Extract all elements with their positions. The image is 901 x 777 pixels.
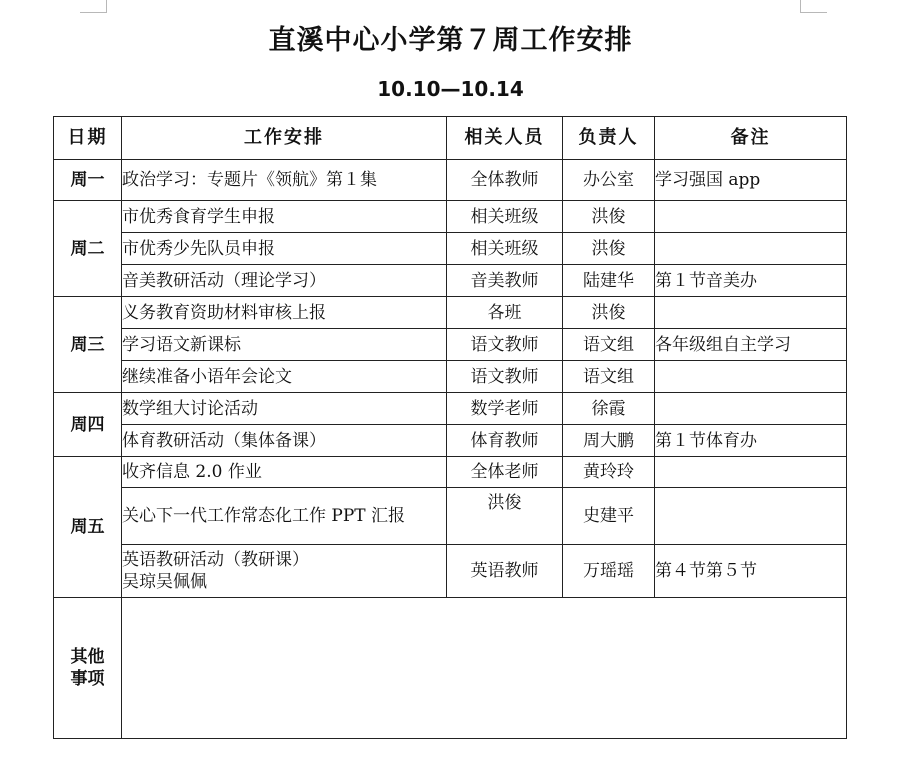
- task-cell: 体育教研活动（集体备课）: [122, 425, 447, 457]
- notes-cell: 第４节第５节: [655, 545, 847, 598]
- notes-cell: [655, 201, 847, 233]
- table-row: [54, 201, 847, 233]
- participants-cell: 相关班级: [447, 233, 563, 265]
- task-cell: 数学组大讨论活动: [122, 393, 447, 425]
- day-wednesday: 周三: [54, 297, 122, 393]
- other-matters-label-line: 其他: [70, 647, 105, 667]
- participants-cell: 音美教师: [447, 265, 563, 297]
- notes-cell: 各年级组自主学习: [655, 329, 847, 361]
- task-cell: 收齐信息 2.0 作业: [122, 457, 447, 488]
- task-cell: 关心下一代工作常态化工作 PPT 汇报: [122, 488, 447, 545]
- header-notes: 备注: [655, 117, 847, 160]
- table-row: [54, 393, 847, 425]
- participants-cell: 洪俊: [447, 488, 563, 545]
- task-cell: 学习语文新课标: [122, 329, 447, 361]
- table-row: [54, 457, 847, 488]
- owner-cell: 史建平: [563, 488, 655, 545]
- participants-cell: 语文教师: [447, 361, 563, 393]
- table-row: [54, 361, 847, 393]
- participants-cell: 各班: [447, 297, 563, 329]
- header-participants: 相关人员: [447, 117, 563, 160]
- date-range: 10.10—10.14: [377, 77, 524, 101]
- task-cell: 市优秀少先队员申报: [122, 233, 447, 265]
- table-row: [54, 297, 847, 329]
- table-row: [54, 160, 847, 201]
- participants-cell: 语文教师: [447, 329, 563, 361]
- table-row: [54, 425, 847, 457]
- header-row: [54, 117, 847, 160]
- task-cell: 政治学习：专题片《领航》第１集: [122, 160, 447, 201]
- participants-cell: 全体教师: [447, 160, 563, 201]
- day-friday: 周五: [54, 457, 122, 598]
- notes-cell: 第１节体育办: [655, 425, 847, 457]
- header-owner: 负责人: [563, 117, 655, 160]
- notes-cell: 第１节音美办: [655, 265, 847, 297]
- header-day: 日期: [54, 117, 122, 160]
- notes-cell: [655, 361, 847, 393]
- owner-cell: 徐霞: [563, 393, 655, 425]
- notes-cell: [655, 233, 847, 265]
- task-cell: 音美教研活动（理论学习）: [122, 265, 447, 297]
- other-matters-label: [54, 598, 122, 739]
- notes-cell: 学习强国 app: [655, 160, 847, 201]
- owner-cell: 陆建华: [563, 265, 655, 297]
- notes-cell: [655, 457, 847, 488]
- participants-cell: 数学老师: [447, 393, 563, 425]
- other-matters-row: [54, 598, 847, 739]
- owner-cell: 万瑶瑶: [563, 545, 655, 598]
- owner-cell: 办公室: [563, 160, 655, 201]
- owner-cell: 洪俊: [563, 233, 655, 265]
- owner-cell: 周大鹏: [563, 425, 655, 457]
- task-cell: 继续准备小语年会论文: [122, 361, 447, 393]
- table-row: [54, 488, 847, 545]
- participants-cell: 英语教师: [447, 545, 563, 598]
- task-cell: 市优秀食育学生申报: [122, 201, 447, 233]
- table-row: [54, 329, 847, 361]
- task-cell-line: 英语教研活动（教研课）: [122, 550, 309, 570]
- schedule-table: [53, 116, 847, 739]
- owner-cell: 语文组: [563, 329, 655, 361]
- notes-cell: [655, 488, 847, 545]
- day-tuesday: 周二: [54, 201, 122, 297]
- participants-cell: 全体老师: [447, 457, 563, 488]
- notes-cell: [655, 297, 847, 329]
- owner-cell: 黄玲玲: [563, 457, 655, 488]
- owner-cell: 洪俊: [563, 201, 655, 233]
- notes-cell: [655, 393, 847, 425]
- document-title: 直溪中心小学第７周工作安排: [268, 25, 633, 56]
- table-row: [54, 233, 847, 265]
- page-corner-mark-right: [800, 0, 827, 13]
- owner-cell: 洪俊: [563, 297, 655, 329]
- task-cell-line: 吴琼吴佩佩: [122, 572, 207, 592]
- header-task: 工作安排: [122, 117, 447, 160]
- table-row: [54, 265, 847, 297]
- task-cell: 义务教育资助材料审核上报: [122, 297, 447, 329]
- other-matters-content: [122, 598, 847, 739]
- task-cell: [122, 545, 447, 598]
- other-matters-label-line: 事项: [70, 669, 105, 689]
- table-row: [54, 545, 847, 598]
- day-monday: 周一: [54, 160, 122, 201]
- page-corner-mark-left: [80, 0, 107, 13]
- participants-cell: 相关班级: [447, 201, 563, 233]
- day-thursday: 周四: [54, 393, 122, 457]
- owner-cell: 语文组: [563, 361, 655, 393]
- participants-cell: 体育教师: [447, 425, 563, 457]
